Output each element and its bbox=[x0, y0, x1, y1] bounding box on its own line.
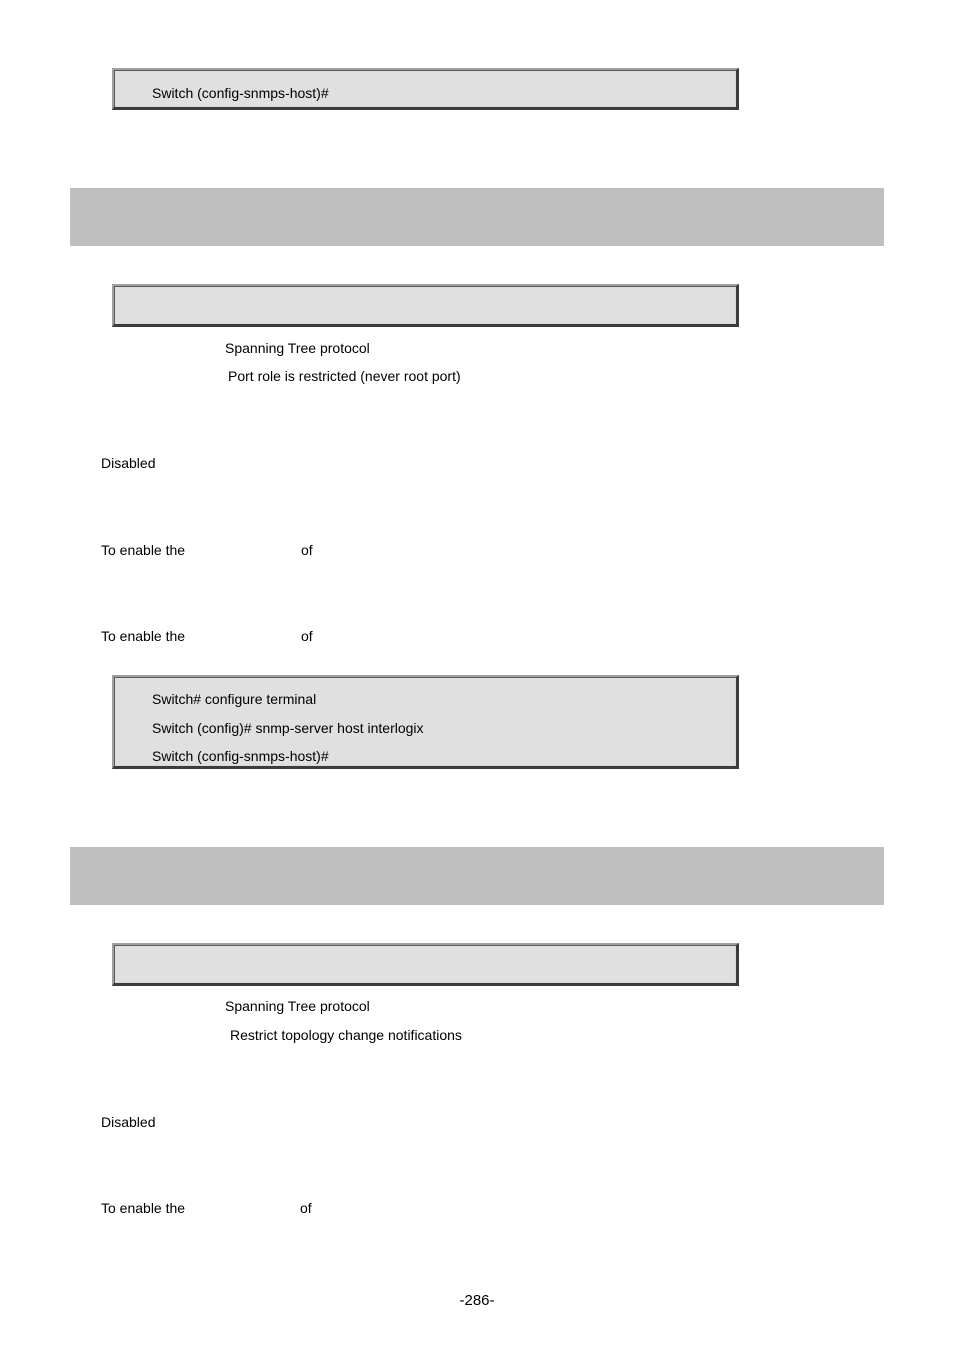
mode-value: Spanning Tree protocol bbox=[225, 340, 370, 356]
usage-text-prefix: To enable the bbox=[101, 542, 186, 558]
usage-text-prefix: To enable the bbox=[101, 1200, 186, 1216]
command-example-box bbox=[112, 675, 739, 769]
description-text: Port role is restricted (never root port) bbox=[228, 368, 461, 384]
default-value: Disabled bbox=[101, 455, 156, 471]
default-value: Disabled bbox=[101, 1114, 156, 1130]
usage-text-suffix: of bbox=[301, 628, 313, 644]
syntax-box bbox=[112, 943, 739, 986]
usage-text-suffix: of bbox=[300, 1200, 312, 1216]
command-line: Switch (config)# snmp-server host interlogix bbox=[152, 720, 424, 736]
section-heading-band bbox=[70, 188, 884, 246]
command-example-box bbox=[112, 68, 739, 110]
usage-text-suffix: of bbox=[301, 542, 313, 558]
command-line: Switch (config-snmps-host)# bbox=[152, 85, 329, 101]
description-text: Restrict topology change notifications bbox=[230, 1027, 462, 1043]
mode-value: Spanning Tree protocol bbox=[225, 998, 370, 1014]
section-heading-band bbox=[70, 847, 884, 905]
usage-text-prefix: To enable the bbox=[101, 628, 186, 644]
command-line: Switch# configure terminal bbox=[152, 691, 317, 707]
command-line: Switch (config-snmps-host)# bbox=[152, 748, 329, 764]
page-number: -286- bbox=[459, 1292, 495, 1309]
syntax-box bbox=[112, 284, 739, 327]
